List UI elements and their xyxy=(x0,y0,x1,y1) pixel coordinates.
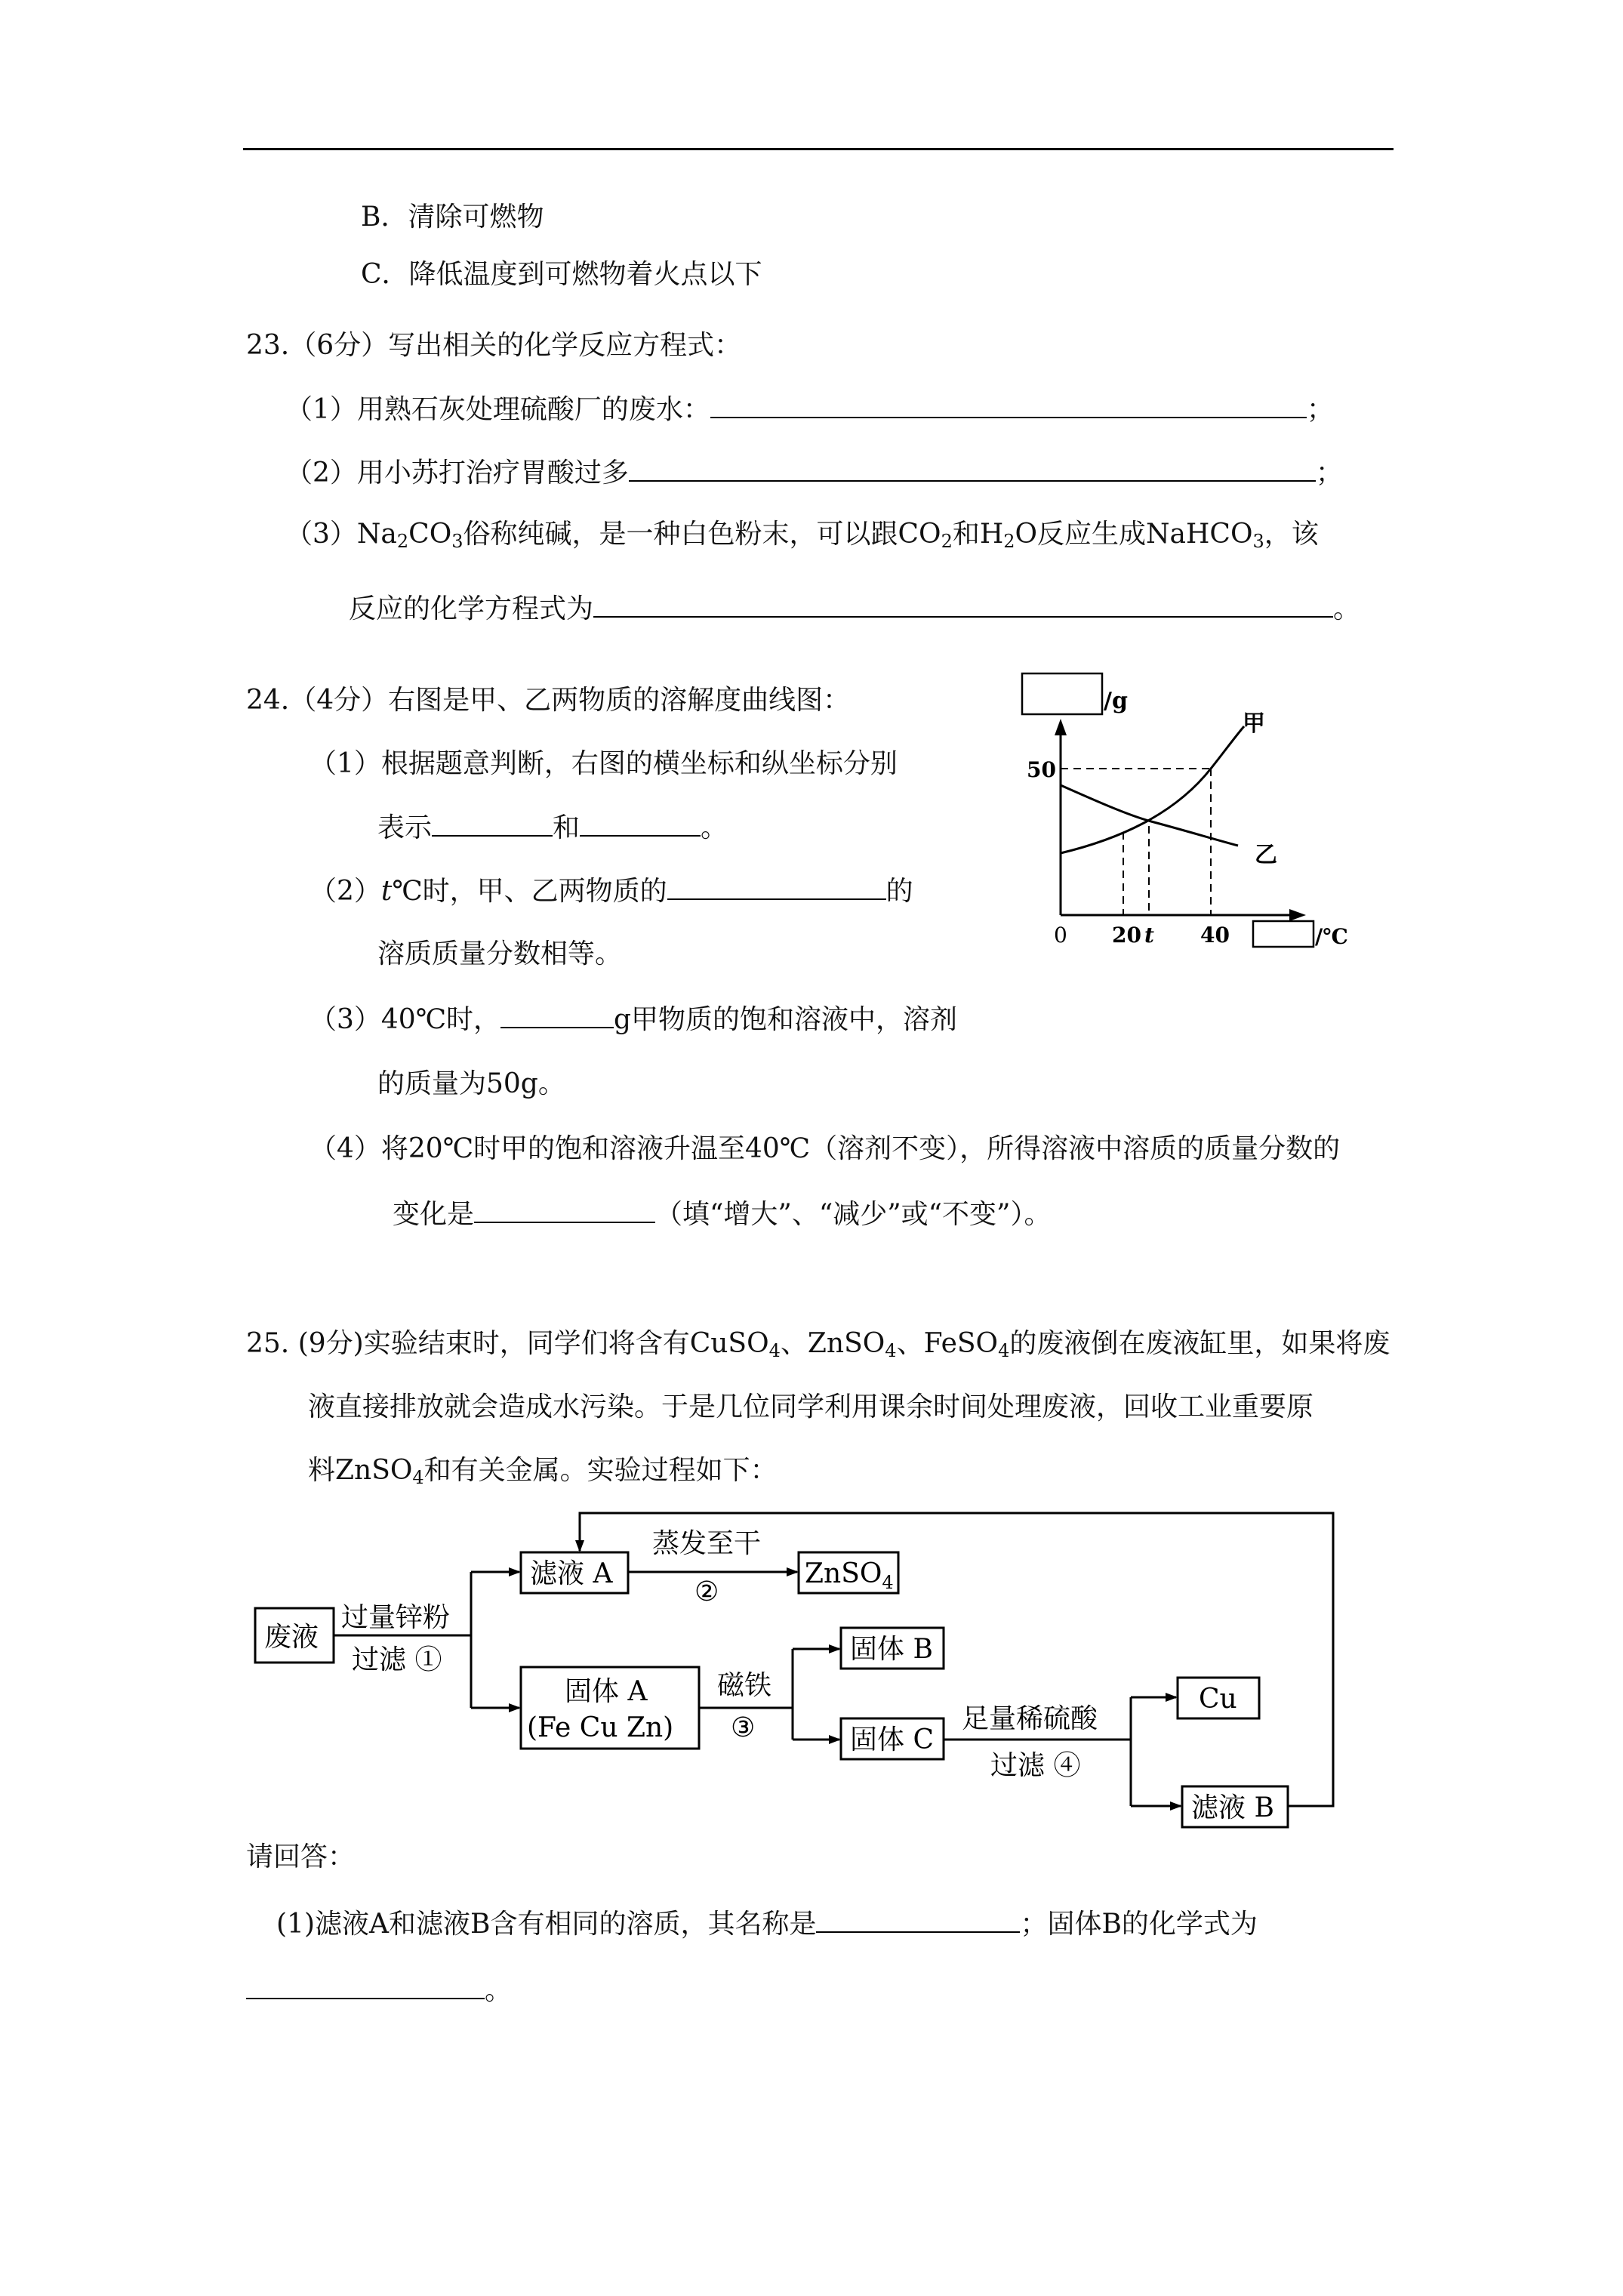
q25-text-b: 、ZnSO xyxy=(780,1328,885,1359)
q23-part2-text: （2）用小苏打治疗胃酸过多 xyxy=(285,458,629,488)
q25-line3-text-b: 和有关金属。实验过程如下： xyxy=(423,1455,778,1486)
q23-sub: 2 xyxy=(396,531,409,552)
q23-part2-blank[interactable] xyxy=(629,455,1316,482)
q23-sub: 3 xyxy=(1252,531,1264,552)
q24-part2-end: 的 xyxy=(885,876,913,907)
label-filtrate-a: 滤液 A xyxy=(530,1558,613,1589)
q23-part3-text-e: O反应生成NaHCO xyxy=(1015,519,1253,550)
q24-part2-line2: 溶质质量分数相等。 xyxy=(377,938,623,969)
q24-part1-and: 和 xyxy=(553,812,581,843)
label-znso4-main: ZnSO xyxy=(805,1558,882,1589)
q24-part1-line2 xyxy=(377,809,728,846)
q24-part4-options: （填“增大”、“减少”或“不变”）。 xyxy=(655,1199,1052,1230)
q22-option-b: B．清除可燃物 xyxy=(361,202,544,233)
header-rule xyxy=(243,148,1394,150)
label-solid-a-1: 固体 A xyxy=(565,1676,648,1707)
q24-part4-blank[interactable] xyxy=(474,1196,655,1223)
q23-part3-line2-text: 反应的化学方程式为 xyxy=(349,593,594,624)
q24-part1-line1: （1）根据题意判断，右图的横坐标和纵坐标分别 xyxy=(310,748,898,779)
q25-question1-line2 xyxy=(246,1972,512,2009)
q25-sub: 4 xyxy=(998,1340,1010,1361)
q24-part1-end: 。 xyxy=(701,812,728,843)
series-label-jia: 甲 xyxy=(1243,710,1265,737)
q24-part3-line2: 的质量为50g。 xyxy=(377,1068,565,1099)
q23-sub: 3 xyxy=(451,531,463,552)
q25-sub: 4 xyxy=(885,1340,897,1361)
q23-part3-text-d: 和H xyxy=(952,519,1004,550)
q23-part1-end: ； xyxy=(1306,394,1334,425)
q25-formula-blank[interactable] xyxy=(246,1972,485,1999)
q23-sub: 2 xyxy=(941,531,953,552)
label-step3: ③ xyxy=(731,1712,756,1743)
q23-part3-text-f: ，该 xyxy=(1264,519,1319,550)
q23-part2 xyxy=(285,455,1343,492)
q25-question1-text-b: ；固体B的化学式为 xyxy=(1020,1909,1258,1940)
process-flow-diagram xyxy=(249,1502,1351,1842)
q24-part2-text: ℃时，甲、乙两物质的 xyxy=(392,876,667,907)
label-step1-top: 过量锌粉 xyxy=(341,1602,451,1633)
label-cu: Cu xyxy=(1199,1684,1237,1715)
q23-sub: 2 xyxy=(1003,531,1015,552)
q24-part4-line1: （4）将20℃时甲的饱和溶液升温至40℃（溶剂不变），所得溶液中溶质的质量分数的 xyxy=(310,1133,1341,1164)
q22-option-c: C．降低温度到可燃物着火点以下 xyxy=(361,259,762,290)
label-filtrate-b: 滤液 B xyxy=(1191,1792,1274,1823)
q24-part2-line1 xyxy=(310,873,913,910)
x-tick-40: 40 xyxy=(1200,923,1230,948)
q23-part3-text-a: （3）Na xyxy=(285,519,397,550)
q24-y-axis-blank[interactable] xyxy=(580,809,701,837)
q25-line3 xyxy=(308,1453,778,1489)
x-tick-t: t xyxy=(1144,923,1154,948)
label-acid: 足量稀硫酸 xyxy=(962,1703,1098,1734)
curve-jia xyxy=(1061,726,1244,853)
q24-part3-blank[interactable] xyxy=(500,1001,614,1028)
x-unit-box[interactable] xyxy=(1253,921,1313,947)
label-znso4 xyxy=(805,1558,894,1593)
label-step4: 过滤 ④ xyxy=(990,1750,1081,1781)
y-axis-arrow xyxy=(1055,719,1067,735)
q23-heading: 23.（6分）写出相关的化学反应方程式： xyxy=(246,330,742,361)
y-unit-label: /g xyxy=(1104,688,1128,714)
label-step1-bottom: 过滤 ① xyxy=(352,1644,442,1675)
label-solid-c: 固体 C xyxy=(850,1724,934,1755)
q24-part3-line1 xyxy=(310,1001,957,1038)
q25-solute-name-blank[interactable] xyxy=(816,1906,1020,1933)
q24-part4-line2 xyxy=(393,1196,1051,1233)
q25-text-d: 的废液倒在废液缸里，如果将废 xyxy=(1009,1328,1390,1359)
q24-x-axis-blank[interactable] xyxy=(432,809,553,837)
q24-part2-t: t xyxy=(380,876,393,907)
q24-part2-prefix: （2） xyxy=(310,876,381,907)
q23-part3-text-b: CO xyxy=(408,519,452,550)
q25-sub: 4 xyxy=(412,1467,424,1488)
guides xyxy=(1061,769,1211,915)
q24-heading: 24.（4分）右图是甲、乙两物质的溶解度曲线图： xyxy=(246,685,851,716)
label-step2: ② xyxy=(694,1576,719,1607)
solubility-chart xyxy=(1012,664,1366,951)
x-unit-label: /℃ xyxy=(1315,924,1348,949)
q25-line2: 液直接排放就会造成水污染。于是几位同学利用课余时间处理废液，回收工业重要原 xyxy=(308,1391,1314,1422)
y-tick-50: 50 xyxy=(1027,757,1056,782)
q25-line3-text-a: 料ZnSO xyxy=(308,1455,413,1486)
q25-sub: 4 xyxy=(768,1340,781,1361)
series-label-yi: 乙 xyxy=(1255,842,1277,868)
q23-part1-blank[interactable] xyxy=(710,391,1307,418)
q24-part3-text-a: （3）40℃时， xyxy=(310,1004,500,1035)
q23-part3-text-c: 俗称纯碱，是一种白色粉末，可以跟CO xyxy=(463,519,941,550)
label-znso4-sub: 4 xyxy=(882,1572,894,1593)
x-axis-arrow xyxy=(1289,909,1306,921)
label-solid-b: 固体 B xyxy=(850,1634,933,1665)
q24-part1-text: 表示 xyxy=(377,812,433,843)
q23-part3-end: 。 xyxy=(1333,593,1361,624)
q24-part2-blank[interactable] xyxy=(667,873,886,900)
q25-text-a: 25. (9分)实验结束时，同学们将含有CuSO xyxy=(246,1328,769,1359)
q23-part3-line2 xyxy=(349,590,1360,627)
q23-part3-blank[interactable] xyxy=(593,590,1333,618)
q25-ask: 请回答： xyxy=(246,1841,356,1872)
y-unit-box[interactable] xyxy=(1022,673,1102,714)
x-tick-20: 20 xyxy=(1112,923,1141,948)
q25-line1 xyxy=(246,1326,1390,1362)
label-solid-a-2: (Fe Cu Zn) xyxy=(527,1712,674,1743)
label-magnet: 磁铁 xyxy=(717,1670,772,1701)
q25-question1-end: 。 xyxy=(485,1975,513,2006)
q25-question1 xyxy=(276,1906,1258,1943)
q25-text-c: 、FeSO xyxy=(896,1328,999,1359)
q23-part3 xyxy=(285,516,1319,553)
q23-part2-end: ； xyxy=(1315,458,1343,488)
label-waste: 废液 xyxy=(264,1622,319,1653)
q25-question1-text-a: (1)滤液A和滤液B含有相同的溶质，其名称是 xyxy=(276,1909,817,1940)
q23-part1 xyxy=(285,391,1334,428)
q24-part3-text-b: g甲物质的饱和溶液中，溶剂 xyxy=(614,1004,958,1035)
q23-part1-text: （1）用熟石灰处理硫酸厂的废水： xyxy=(285,394,710,425)
q24-part4-text: 变化是 xyxy=(393,1199,475,1230)
x-tick-0: 0 xyxy=(1054,923,1067,948)
label-evap: 蒸发至干 xyxy=(652,1528,762,1559)
